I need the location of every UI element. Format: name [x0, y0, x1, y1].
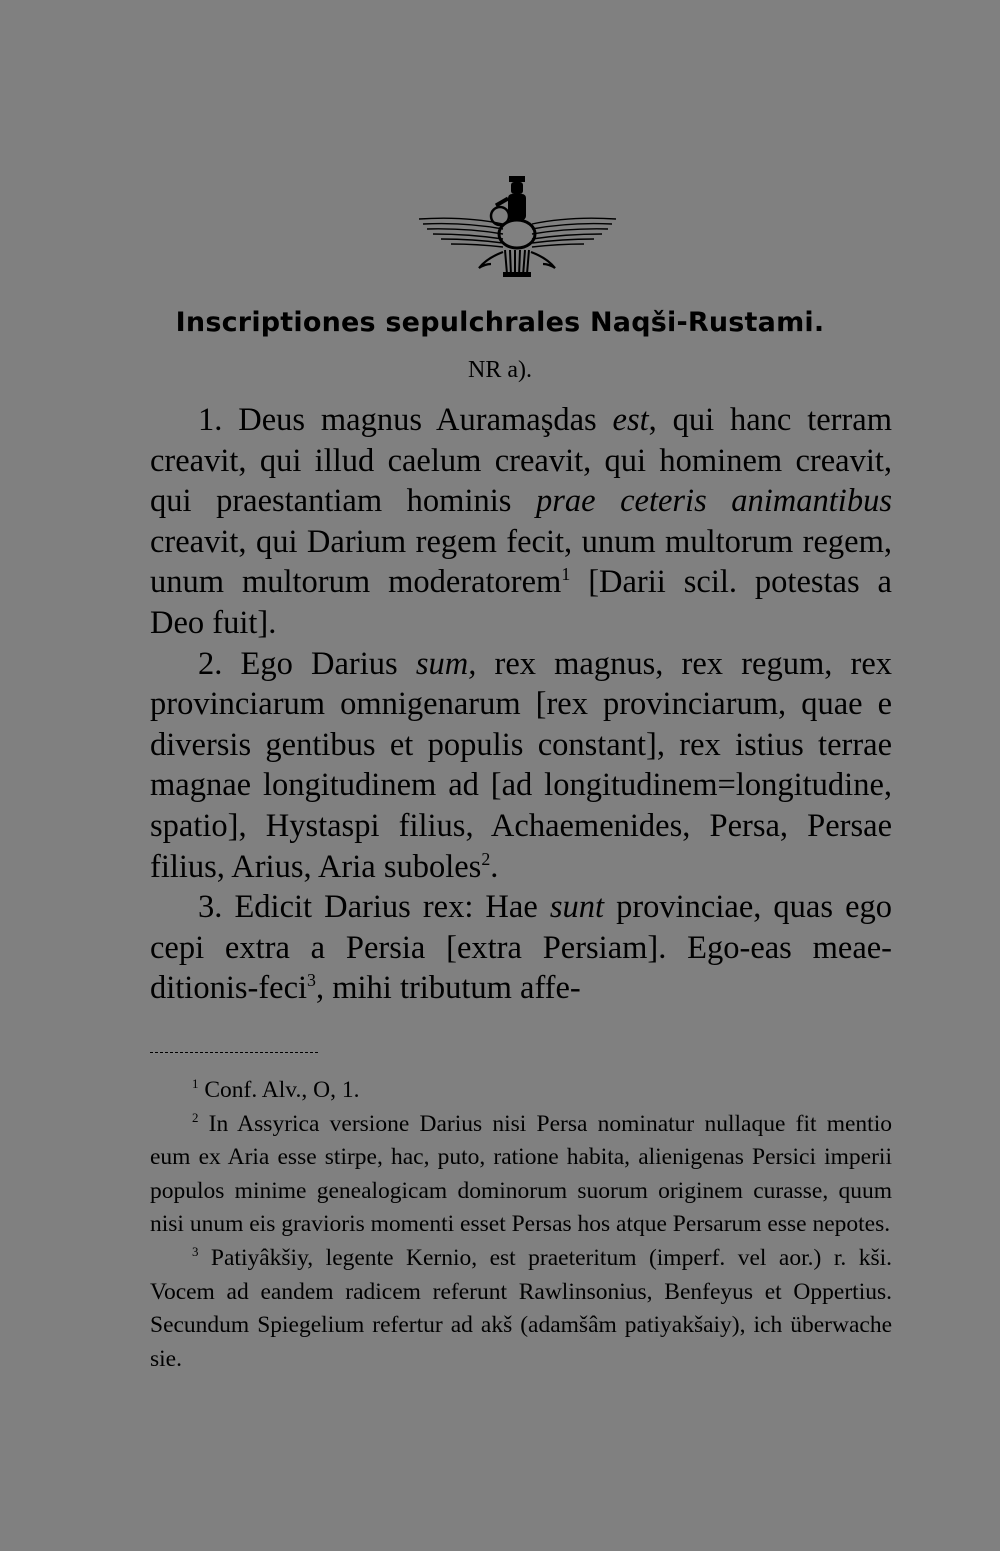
footnote-text: Patiyâkšiy, legente Kernio, est praeteritum (imperf. vel aor.) r. kši. Vocem ad eandem radicem referunt Rawlinsonius, Benfeyus et Oppertius. Secundum Spiegelium refertur ad akš (adamšâm patiyakšaiy), ich überwache sie.: [150, 1244, 892, 1372]
footnote-ref: 2: [481, 848, 491, 869]
footnotes: [150, 1074, 892, 1376]
paragraph-number: 3.: [198, 889, 223, 926]
text-run: provinciae, quas ego cepi extra a Persia [extra Persiam]. Ego-eas meae-ditionis-feci: [150, 889, 893, 1007]
paragraph-number: 2.: [198, 645, 223, 682]
italic-text: sum,: [415, 645, 477, 682]
footnote: [150, 1074, 892, 1108]
footnote: [150, 1108, 892, 1242]
page-title: Inscriptiones sepulchrales Naqši-Rustami.: [175, 307, 825, 338]
text-run: , qui hanc terram creavit, qui illud caelum creavit, qui hominem creavit, qui praestantiam hominis: [150, 402, 893, 520]
footnote-mark: 2: [192, 1109, 199, 1125]
footnote: [150, 1242, 892, 1376]
paragraph: [150, 644, 892, 888]
paragraph: [150, 400, 892, 644]
italic-text: est: [612, 402, 649, 438]
footnote-text: In Assyrica versione Darius nisi Persa nominatur nullaque fit mentio eum ex Aria esse stirpe, hac, puto, ratione habita, alienigenas Persici imperii populos minime genealogicam dominorum suorum originem curasse, quum nisi unum eis gravioris momenti esset Persas hos atque Persarum esse nepotes.: [150, 1110, 892, 1238]
text-run: Edicit Darius rex: Hae: [222, 889, 550, 926]
italic-text: sunt: [549, 889, 605, 926]
text-run: , mihi tributum affe-: [315, 970, 581, 1007]
faravahar-emblem-icon: [415, 172, 620, 287]
text-run: rex magnus, rex regum, rex provinciarum omnigenarum [rex provinciarum, quae e diversis gentibus et populis constant], rex istius terrae magnae longitudinem ad [ad longitudinem=longitudine, spatio], Hystaspi filius, Achaemenides, Persa, Persae filius, Arius, Aria suboles: [150, 645, 892, 885]
paragraph-number: 1.: [198, 402, 223, 438]
inscription-label: NR a).: [468, 357, 532, 383]
footnote-text: Conf. Alv., O, 1.: [198, 1077, 360, 1103]
text-run: [Darii scil. potestas a Deo fuit].: [150, 564, 892, 641]
footnote-ref: 1: [561, 564, 571, 585]
text-run: .: [490, 848, 499, 885]
footnote-separator: [150, 1052, 318, 1053]
text-run: Ego Darius: [222, 645, 416, 682]
footnote-mark: 1: [192, 1076, 199, 1092]
italic-text: prae ceteris animantibus: [535, 483, 892, 520]
footnote-ref: 3: [307, 970, 316, 991]
inscription-translation: [150, 400, 892, 1009]
paragraph: [150, 887, 892, 1009]
text-run: creavit, qui Darium regem fecit, unum multorum regem, unum multorum moderatorem: [150, 523, 892, 601]
footnote-mark: 3: [192, 1244, 199, 1260]
text-run: Deus magnus Auramaşdas: [222, 402, 613, 438]
